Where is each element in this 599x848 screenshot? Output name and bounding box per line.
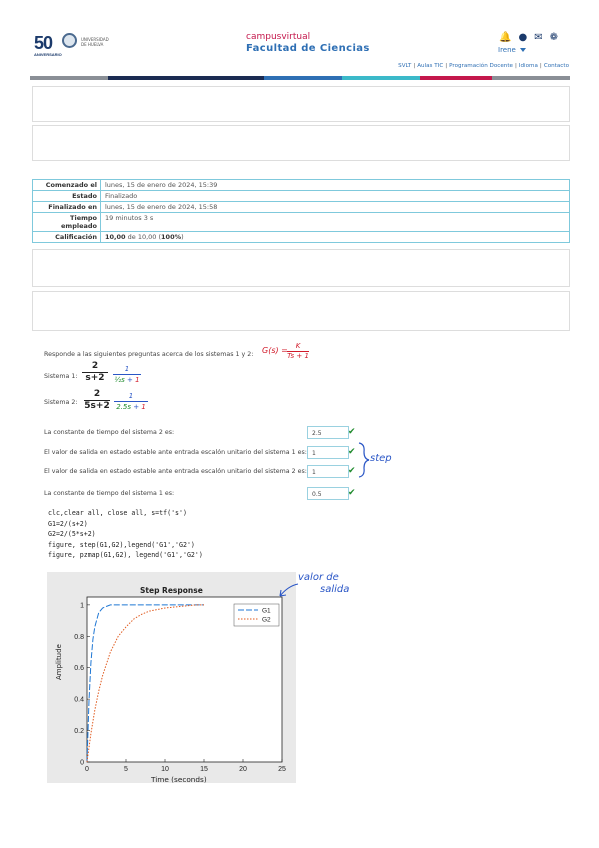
legend-label: G1 (262, 607, 271, 615)
bell-icon[interactable]: 🔔 (499, 32, 512, 43)
link-idioma[interactable]: Idioma (518, 63, 538, 69)
site-name[interactable]: campusvirtual (246, 32, 311, 42)
summary-row: Calificación 10,00 de 10,00 (100%) (33, 232, 569, 242)
empty-panel (32, 249, 570, 287)
matlab-code: clc,clear all, close all, s=tf('s') G1=2/(s+2) G2=2/(5*s+2) figure, step(G1,G2),legend('G1','G2') figure, pzmap(G1,G2), legend('G1','G2') (48, 509, 203, 559)
link-svlt[interactable]: SVLT (398, 63, 412, 69)
x-tick-label: 20 (239, 766, 247, 773)
chat-icon[interactable]: ● (518, 32, 528, 43)
link-contacto[interactable]: Contacto (543, 63, 569, 69)
answer-input[interactable]: 0.5 (307, 487, 349, 500)
university-seal-icon (62, 33, 77, 48)
mail-icon[interactable]: ✉ (534, 32, 543, 43)
empty-panel (32, 291, 570, 331)
sys2-label: Sistema 2: (44, 399, 78, 406)
empty-panel (32, 125, 570, 161)
university-name: UNIVERSIDAD DE HUELVA (81, 37, 109, 47)
question-item: El valor de salida en estado estable ante entrada escalón unitario del sistema 1 es: (44, 449, 307, 456)
y-tick-label: 0.6 (74, 665, 84, 673)
user-menu[interactable]: Irene (498, 46, 526, 54)
y-tick-label: 0 (80, 759, 84, 767)
globe-icon[interactable]: ❁ (549, 32, 558, 43)
summary-row: Finalizado en lunes, 15 de enero de 2024, 15:58 (33, 202, 569, 213)
check-icon: ✔ (348, 447, 356, 457)
question-intro: Responde a las siguientes preguntas acerca de los sistemas 1 y 2: (44, 351, 254, 358)
color-stripe (30, 76, 570, 80)
summary-row: Estado Finalizado (33, 191, 569, 202)
x-tick-label: 0 (85, 766, 89, 773)
x-axis-label: Time (seconds) (151, 775, 207, 784)
question-item: El valor de salida en estado estable ante entrada escalón unitario del sistema 2 es: (44, 468, 307, 475)
hw-sys2-normalized: 1 2.5s + 1 (114, 391, 148, 412)
y-tick-label: 0.4 (74, 696, 84, 704)
hw-gs-fraction: K Ts + 1 (287, 342, 309, 360)
link-programacion[interactable]: Programación Docente (449, 63, 513, 69)
anniversary-logo: 50 ANIVERSARIO (34, 33, 62, 57)
top-links: SVLT | Aulas TIC | Programación Docente | Idioma | Contacto (398, 63, 569, 69)
empty-panel (32, 86, 570, 122)
hw-sys1-normalized: 1 ½s + 1 (114, 365, 140, 384)
x-tick-label: 25 (278, 766, 286, 773)
y-tick-label: 0.2 (74, 728, 84, 736)
check-icon: ✔ (348, 466, 356, 476)
legend-box (234, 604, 279, 626)
legend-label: G2 (262, 616, 271, 624)
hw-arrow (276, 580, 300, 600)
attempt-summary-table (32, 179, 570, 243)
answer-input[interactable]: 2.5 (307, 426, 349, 439)
hw-step-note: step (370, 453, 392, 464)
step-response-chart (47, 572, 296, 783)
hw-gs-label: G(s) = (262, 346, 288, 355)
question-item: La constante de tiempo del sistema 1 es: (44, 490, 175, 497)
faculty-name[interactable]: Facultad de Ciencias (246, 43, 370, 54)
x-tick-label: 10 (161, 766, 169, 773)
question-item: La constante de tiempo del sistema 2 es: (44, 429, 175, 436)
answer-input[interactable]: 1 (307, 446, 349, 459)
x-tick-label: 5 (124, 766, 128, 773)
sys1-transfer-function: 2 s+2 (82, 361, 108, 384)
link-aulas-tic[interactable]: Aulas TIC (417, 63, 444, 69)
check-icon: ✔ (348, 488, 356, 498)
chart-title: Step Response (140, 586, 203, 595)
y-tick-label: 1 (80, 602, 84, 610)
y-tick-label: 0.8 (74, 633, 84, 641)
answer-input[interactable]: 1 (307, 465, 349, 478)
chevron-down-icon (520, 48, 526, 52)
x-tick-label: 15 (200, 766, 208, 773)
check-icon: ✔ (348, 427, 356, 437)
sys1-label: Sistema 1: (44, 373, 78, 380)
hw-brace (357, 442, 371, 478)
summary-row: Comenzado el lunes, 15 de enero de 2024, 15:39 (33, 180, 569, 191)
sys2-transfer-function: 2 5s+2 (84, 389, 110, 411)
summary-row: Tiempo empleado 19 minutos 3 s (33, 213, 569, 232)
y-axis-label: Amplitude (55, 644, 63, 680)
hw-valor-note: valor de salida (298, 572, 350, 595)
